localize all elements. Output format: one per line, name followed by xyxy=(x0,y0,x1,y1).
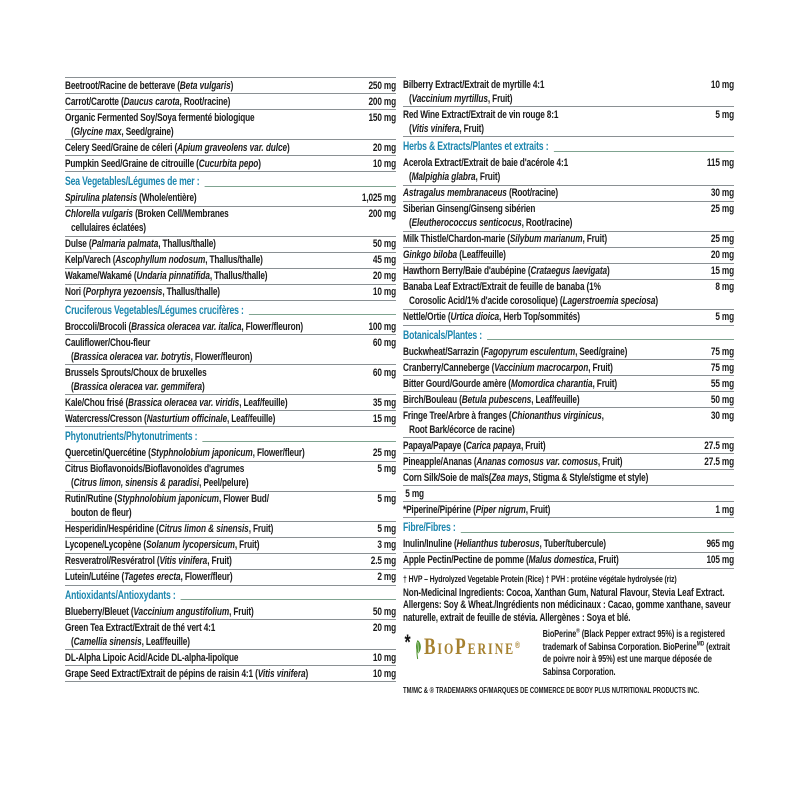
ingredient-row xyxy=(403,264,734,280)
ingredient-row xyxy=(403,344,734,360)
section-title: Botanicals/Plantes : xyxy=(403,329,483,342)
bioperine-block xyxy=(403,629,734,679)
ingredient-name: Beetroot/Racine de betterave (Beta vulgaris) xyxy=(65,79,234,92)
ingredient-amount: 60 mg xyxy=(372,336,397,349)
ingredient-row xyxy=(65,237,396,253)
ingredient-amount: 250 mg xyxy=(368,79,397,92)
ingredient-amount: 115 mg xyxy=(706,157,735,169)
section-header xyxy=(65,428,396,446)
ingredient-row xyxy=(65,365,396,395)
ingredient-row xyxy=(65,462,396,492)
ingredient-name: Fringe Tree/Arbre à franges (Chionanthus virginicus, Root Bark/écorce de racine) xyxy=(403,409,604,436)
ingredient-row xyxy=(65,554,396,570)
ingredient-amount: 15 mg xyxy=(710,265,735,277)
ingredient-name: Pineapple/Ananas (Ananas comosus var. comosus, Fruit) xyxy=(403,455,623,468)
ingredient-name: Ginkgo biloba (Leaf/feuille) xyxy=(403,249,506,261)
section-title: Fibre/Fibres : xyxy=(403,522,456,534)
ingredients-column-right xyxy=(403,77,734,695)
ingredient-name: Milk Thistle/Chardon-marie (Silybum marianum, Fruit) xyxy=(403,233,607,245)
label-footer xyxy=(403,571,734,695)
hvp-footnote: † HVP – Hydrolyzed Vegetable Protein (Rice) † PVH : protéine végétale hydrolysée (riz) xyxy=(403,574,677,584)
ingredient-amount: 20 mg xyxy=(372,621,397,634)
ingredient-row xyxy=(403,186,734,202)
ingredient-row xyxy=(403,77,734,107)
ingredient-amount: 55 mg xyxy=(710,377,735,390)
ingredient-row xyxy=(403,360,734,376)
ingredient-row xyxy=(65,285,396,301)
ingredient-amount: 20 mg xyxy=(710,249,735,261)
ingredient-amount: 25 mg xyxy=(710,203,735,215)
ingredient-row xyxy=(403,470,734,486)
ingredient-row xyxy=(403,454,734,470)
asterisk-mark: * xyxy=(404,631,411,655)
ingredient-amount: 30 mg xyxy=(710,409,735,422)
ingredient-name: Red Wine Extract/Extrait de vin rouge 8:1 (Vitis vinifera, Fruit) xyxy=(403,108,559,135)
ingredient-amount: 75 mg xyxy=(710,361,735,374)
registered-mark: ® xyxy=(515,640,520,651)
section-header xyxy=(65,302,396,320)
ingredient-name: Wakame/Wakamé (Undaria pinnatifida, Thallus/thalle) xyxy=(65,270,268,282)
ingredient-name: Hawthorn Berry/Baie d'aubépine (Crataegus laevigata) xyxy=(403,265,610,277)
ingredient-row xyxy=(65,522,396,538)
ingredient-amount: 3 mg xyxy=(377,539,397,551)
ingredient-amount: 10 mg xyxy=(372,286,397,298)
ingredient-amount: 50 mg xyxy=(372,238,397,250)
ingredient-row xyxy=(65,570,396,586)
ingredient-row xyxy=(403,502,734,518)
ingredient-amount: 100 mg xyxy=(368,320,397,333)
ingredient-amount: 75 mg xyxy=(710,345,735,358)
ingredient-amount: 10 mg xyxy=(710,78,735,91)
section-rule xyxy=(203,441,396,442)
ingredient-row xyxy=(65,650,396,666)
ingredient-amount: 1 mg xyxy=(715,503,735,516)
section-rule xyxy=(487,339,734,340)
ingredient-name: Nori (Porphyra yezoensis, Thallus/thalle) xyxy=(65,286,220,298)
ingredient-name: Nettle/Ortie (Urtica dioica, Herb Top/sommités) xyxy=(403,311,580,323)
ingredient-row xyxy=(65,620,396,650)
ingredient-amount: 60 mg xyxy=(372,366,397,379)
ingredient-amount: 27.5 mg xyxy=(704,455,735,468)
ingredient-name: Banaba Leaf Extract/Extrait de feuille de banaba (1% Corosolic Acid/1% d'acide corosolique) (Lagerstroemia speciosa) xyxy=(403,281,658,307)
ingredient-name: *Piperine/Pipérine (Piper nigrum, Fruit) xyxy=(403,503,551,516)
section-header xyxy=(65,587,396,605)
section-title: Sea Vegetables/Légumes de mer : xyxy=(65,176,200,188)
ingredient-row xyxy=(65,207,396,237)
ingredient-name: Grape Seed Extract/Extrait de pépins de raisin 4:1 (Vitis vinifera) xyxy=(65,667,309,680)
leaf-icon xyxy=(412,638,423,660)
ingredient-row xyxy=(403,156,734,186)
ingredient-amount: 2.5 mg xyxy=(370,555,397,567)
ingredient-row xyxy=(403,202,734,232)
ingredient-row xyxy=(65,94,396,110)
ingredient-amount: 50 mg xyxy=(372,605,397,618)
ingredient-name: Cauliflower/Chou-fleur (Brassica oleracea var. botrytis, Flower/fleuron) xyxy=(65,336,253,363)
section-rule xyxy=(181,599,396,600)
ingredient-name: Resveratrol/Resvératrol (Vitis vinifera, Fruit) xyxy=(65,555,232,567)
section-title: Phytonutrients/Phytonutriments : xyxy=(65,431,198,443)
non-medicinal-note: Non-Medicinal Ingredients: Cocoa, Xanthan Gum, Natural Flavour, Stevia Leaf Extract. Allergens: Soy & Wheat./Ingrédients non médicinaux : Cacao, gomme xanthane, saveur naturelle, extrait de feuille de stévia. Allergènes : Soya et blé. xyxy=(403,586,731,625)
ingredient-row xyxy=(65,666,396,682)
ingredient-name: Broccoli/Brocoli (Brassica oleracea var. italica, Flower/fleuron) xyxy=(65,320,304,333)
ingredient-amount: 150 mg xyxy=(368,111,397,124)
ingredient-name: Birch/Bouleau (Betula pubescens, Leaf/feuille) xyxy=(403,393,580,406)
ingredient-name: Hesperidin/Hespéridine (Citrus limon & sinensis, Fruit) xyxy=(65,523,274,535)
ingredient-name: Buckwheat/Sarrazin (Fagopyrum esculentum, Seed/graine) xyxy=(403,345,628,358)
ingredient-name: Kelp/Varech (Ascophyllum nodosum, Thallus/thalle) xyxy=(65,254,263,266)
ingredient-row xyxy=(403,248,734,264)
section-title: Antioxidants/Antioxydants : xyxy=(65,589,176,602)
ingredient-amount: 105 mg xyxy=(706,554,735,566)
ingredient-name: Astragalus membranaceus (Root/racine) xyxy=(403,187,558,199)
ingredient-name: Blueberry/Bleuet (Vaccinium angustifolium, Fruit) xyxy=(65,605,254,618)
ingredient-name: DL-Alpha Lipoic Acid/Acide DL-alpha-lipoïque xyxy=(65,651,239,664)
ingredient-name: Bilberry Extract/Extrait de myrtille 4:1 (Vaccinium myrtillus, Fruit) xyxy=(403,78,545,105)
ingredient-amount: 2 mg xyxy=(377,571,397,583)
ingredient-row xyxy=(403,310,734,326)
ingredient-row xyxy=(403,376,734,392)
ingredient-name: Bitter Gourd/Gourde amère (Momordica charantia, Fruit) xyxy=(403,377,618,390)
ingredient-amount: 30 mg xyxy=(710,187,735,199)
ingredient-row xyxy=(65,604,396,620)
ingredient-row xyxy=(65,446,396,462)
ingredient-amount: 10 mg xyxy=(372,667,397,680)
bioperine-logo xyxy=(403,629,543,679)
ingredient-name: Kale/Chou frisé (Brassica oleracea var. viridis, Leaf/feuille) xyxy=(65,396,288,409)
ingredient-name: Acerola Extract/Extrait de baie d'acérole 4:1 (Malpighia glabra, Fruit) xyxy=(403,157,569,183)
section-header xyxy=(403,327,734,345)
ingredients-column-left xyxy=(65,77,396,682)
ingredient-amount: 45 mg xyxy=(372,254,397,266)
ingredient-amount: 5 mg xyxy=(715,108,735,121)
ingredient-name: Chlorella vulgaris (Broken Cell/Membranes cellulaires éclatées) xyxy=(65,208,229,234)
ingredient-name: Carrot/Carotte (Daucus carota, Root/racine) xyxy=(65,95,231,108)
ingredient-row xyxy=(65,191,396,207)
ingredient-row xyxy=(65,253,396,269)
ingredient-amount: 965 mg xyxy=(706,538,735,550)
section-header xyxy=(65,173,396,191)
ingredient-amount: 5 mg xyxy=(403,486,734,502)
ingredient-list-left xyxy=(65,77,396,682)
ingredient-row xyxy=(65,78,396,94)
section-title: Herbs & Extracts/Plantes et extraits : xyxy=(403,141,549,153)
ingredient-amount: 1,025 mg xyxy=(361,192,397,204)
ingredient-name: Inulin/Inuline (Helianthus tuberosus, Tuber/tubercule) xyxy=(403,538,606,550)
ingredient-row xyxy=(65,411,396,427)
ingredient-name: Corn Silk/Soie de maïs(Zea mays, Stigma & Style/stigme et style) xyxy=(403,471,649,484)
ingredient-amount: 5 mg xyxy=(377,493,397,505)
ingredient-name: Papaya/Papaye (Carica papaya, Fruit) xyxy=(403,439,546,452)
bioperine-wordmark: BioPerine xyxy=(424,634,516,660)
ingredient-name: Lycopene/Lycopène (Solanum lycopersicum, Fruit) xyxy=(65,539,260,551)
ingredient-name: Siberian Ginseng/Ginseng sibérien (Eleutherococcus senticocus, Root/racine) xyxy=(403,203,573,229)
ingredient-list-right xyxy=(403,77,734,569)
ingredient-row xyxy=(65,492,396,522)
ingredient-name: Apple Pectin/Pectine de pomme (Malus domestica, Fruit) xyxy=(403,554,619,566)
ingredient-name: Brussels Sprouts/Choux de bruxelles (Brassica oleracea var. gemmifera) xyxy=(65,366,207,393)
ingredient-row xyxy=(403,392,734,408)
ingredient-amount: 10 mg xyxy=(372,651,397,664)
ingredient-amount: 27.5 mg xyxy=(704,439,735,452)
ingredient-amount: 200 mg xyxy=(368,95,397,108)
ingredient-name: Watercress/Cresson (Nasturtium officinale, Leaf/feuille) xyxy=(65,412,276,425)
ingredient-amount: 5 mg xyxy=(715,311,735,323)
section-rule xyxy=(249,314,396,315)
ingredient-name: Green Tea Extract/Extrait de thé vert 4:1 (Camellia sinensis, Leaf/feuille) xyxy=(65,621,216,648)
ingredient-row xyxy=(65,538,396,554)
section-rule xyxy=(554,151,734,152)
ingredient-name: Celery Seed/Graine de céleri (Apium graveolens var. dulce) xyxy=(65,141,290,154)
ingredient-row xyxy=(403,280,734,310)
ingredient-row xyxy=(65,110,396,140)
ingredient-row xyxy=(403,553,734,569)
ingredient-amount: 8 mg xyxy=(715,281,735,293)
ingredient-name: Lutein/Lutéine (Tagetes erecta, Flower/fleur) xyxy=(65,571,233,583)
ingredient-amount: 25 mg xyxy=(710,233,735,245)
ingredient-amount: 10 mg xyxy=(372,157,397,170)
bioperine-trademark-note: BioPerine® (Black Pepper extract 95%) is a registered trademark of Sabinsa Corporation. BioPerine$^{MD}$ (extrait de poivre noir à 95%) est une marque déposée de Sabinsa Corporation. xyxy=(542,627,731,678)
ingredient-row xyxy=(65,335,396,365)
ingredient-row xyxy=(403,438,734,454)
ingredient-name: Citrus Bioflavonoids/Bioflavonoïdes d'agrumes (Citrus limon, sinensis & paradisi, Peel/pelure) xyxy=(65,463,249,489)
section-title: Cruciferous Vegetables/Légumes crucifères : xyxy=(65,304,244,317)
ingredient-amount: 5 mg xyxy=(377,523,397,535)
section-rule xyxy=(205,186,396,187)
ingredient-amount: 200 mg xyxy=(368,208,397,220)
ingredient-row xyxy=(65,156,396,172)
ingredient-amount: 25 mg xyxy=(372,447,397,459)
ingredient-row xyxy=(403,232,734,248)
ingredient-row xyxy=(65,269,396,285)
ingredient-row xyxy=(65,319,396,335)
ingredient-name: Spirulina platensis (Whole/entière) xyxy=(65,192,197,204)
ingredient-row xyxy=(65,395,396,411)
ingredient-name: Cranberry/Canneberge (Vaccinium macrocarpon, Fruit) xyxy=(403,361,613,374)
ingredient-name: Rutin/Rutine (Styphnolobium japonicum, Flower Bud/ bouton de fleur) xyxy=(65,493,269,519)
ingredient-row xyxy=(403,537,734,553)
ingredient-name: Pumpkin Seed/Graine de citrouille (Cucurbita pepo) xyxy=(65,157,261,170)
ingredient-amount: 20 mg xyxy=(372,270,397,282)
ingredient-amount: 20 mg xyxy=(372,141,397,154)
ingredient-amount: 50 mg xyxy=(710,393,735,406)
ingredient-row xyxy=(403,408,734,438)
ingredient-name: Dulse (Palmaria palmata, Thallus/thalle) xyxy=(65,238,216,250)
ingredient-amount: 15 mg xyxy=(372,412,397,425)
ingredient-name: Organic Fermented Soy/Soya fermenté biologique (Glycine max, Seed/graine) xyxy=(65,111,255,138)
trademark-line: TM/MC & ® TRADEMARKS OF/MARQUES DE COMMERCE DE BODY PLUS NUTRITIONAL PRODUCTS INC. xyxy=(403,685,700,695)
ingredient-amount: 35 mg xyxy=(372,396,397,409)
section-header xyxy=(403,519,734,537)
ingredient-amount: 5 mg xyxy=(377,463,397,475)
section-header xyxy=(403,138,734,156)
ingredient-row xyxy=(403,107,734,137)
ingredient-row xyxy=(65,140,396,156)
ingredient-name: Quercetin/Quercétine (Styphnolobium japonicum, Flower/fleur) xyxy=(65,447,305,459)
section-rule xyxy=(461,532,734,533)
